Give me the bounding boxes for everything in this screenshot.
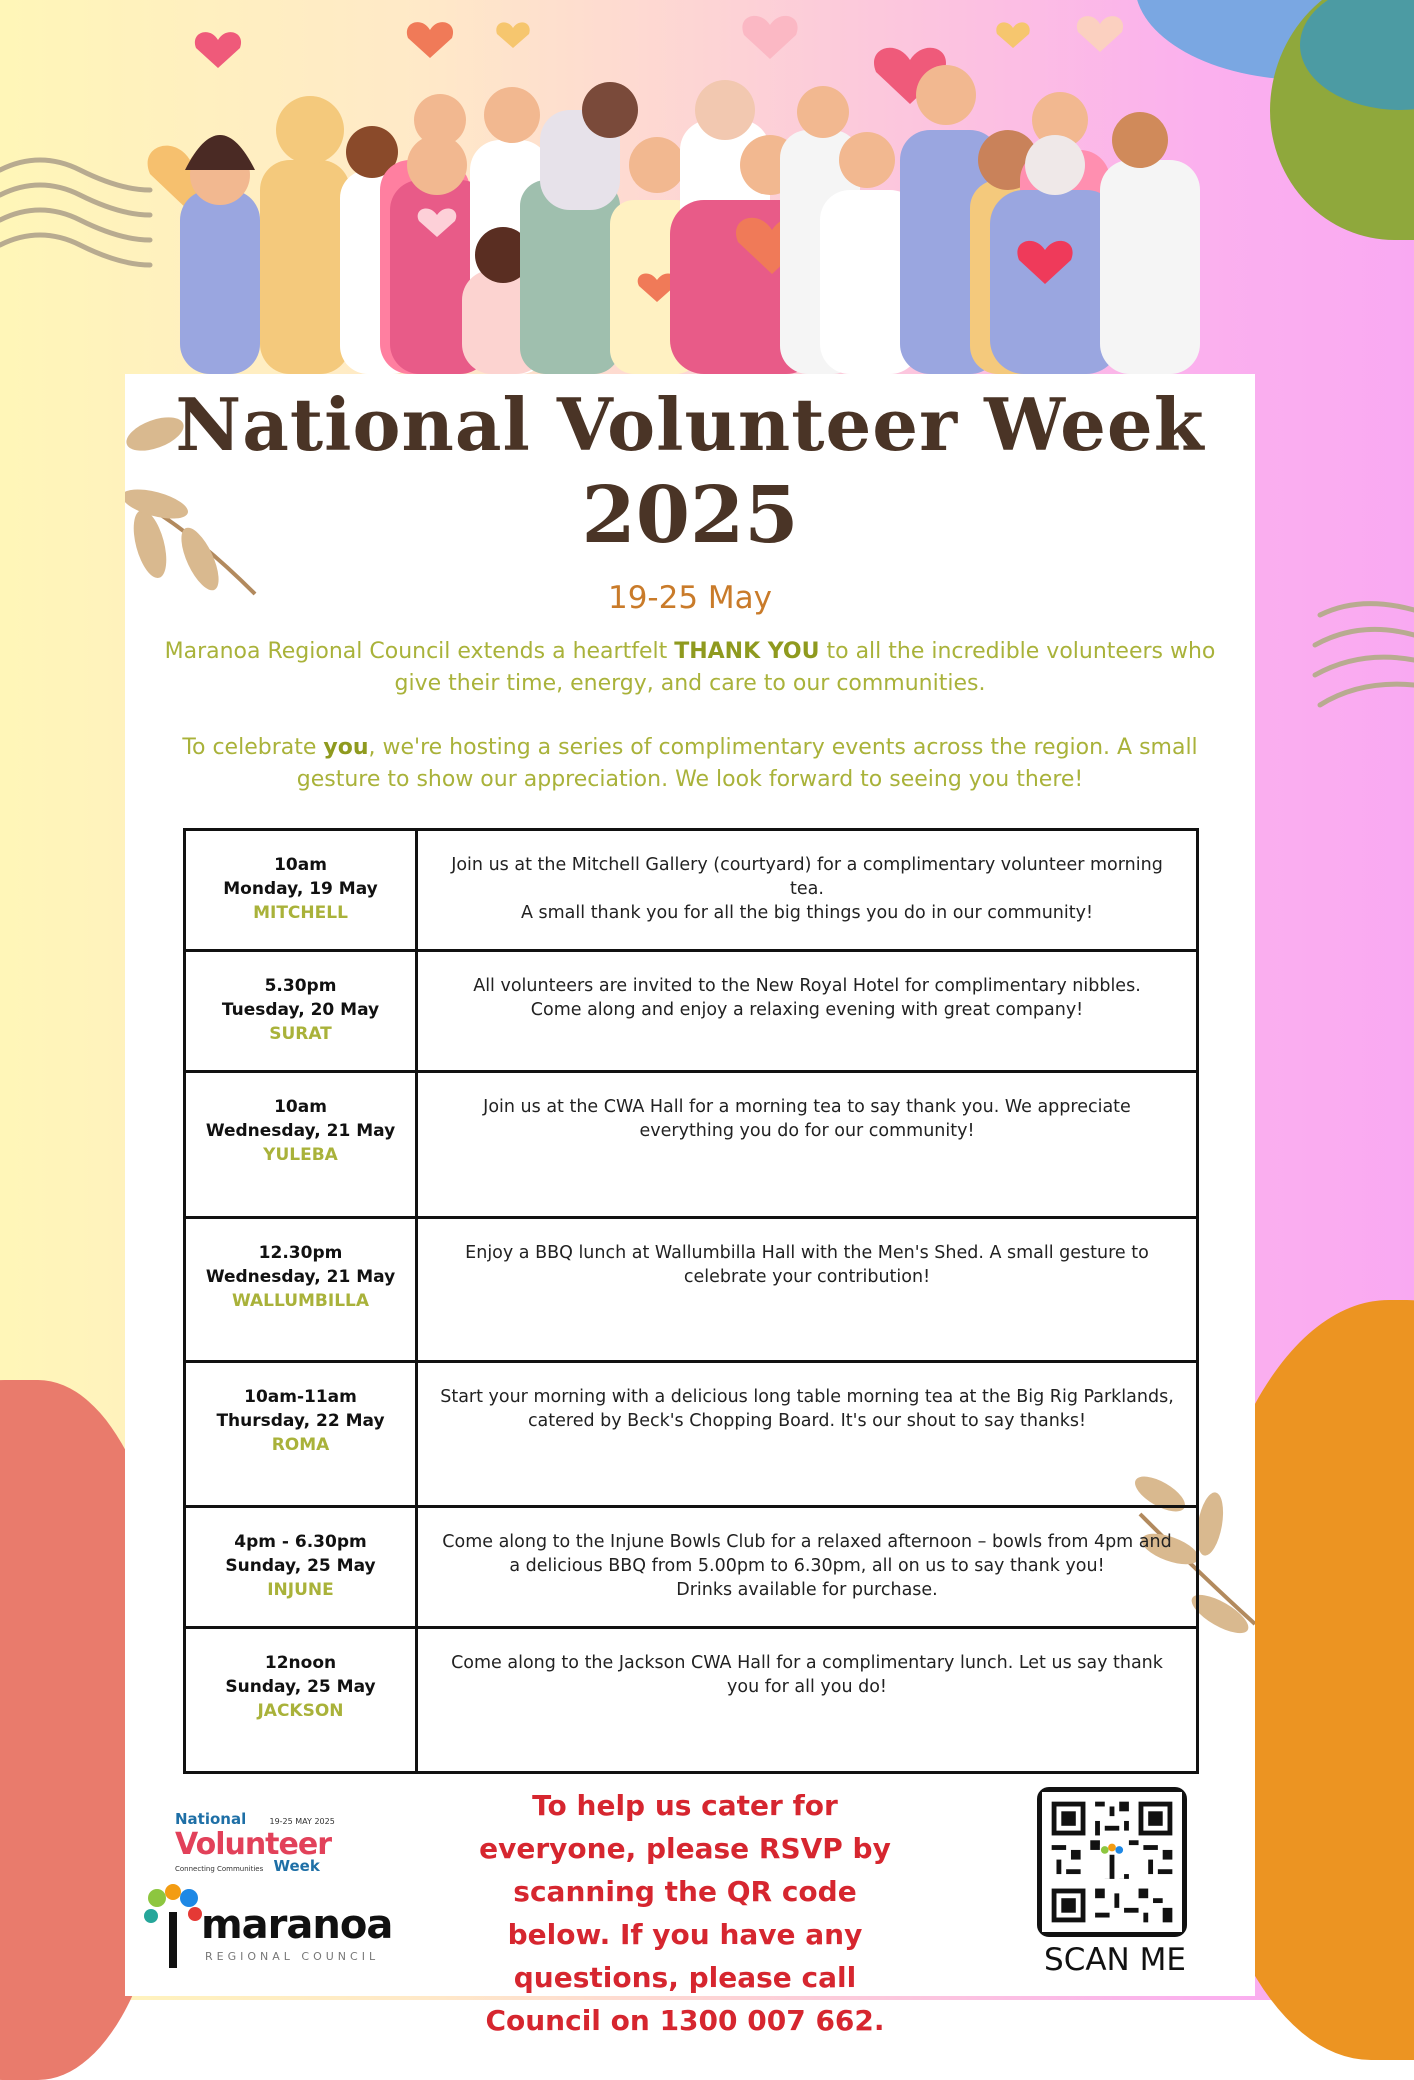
national-volunteer-week-logo: National 19-25 MAY 2025 Volunteer Connecting Communities Week (175, 1810, 335, 1875)
event-day: Tuesday, 20 May (221, 1000, 380, 1020)
intro-paragraph-thanks: Maranoa Regional Council extends a heartfelt THANK YOU to all the incredible volunteers who give their time, energy, and care to our communities. (164, 639, 1216, 696)
volunteer-crowd-illustration (140, 0, 1240, 374)
tree-icon (143, 1884, 203, 1969)
event-day: Thursday, 22 May (216, 1411, 385, 1431)
event-day: Wednesday, 21 May (205, 1267, 396, 1287)
table-row (185, 1218, 1198, 1362)
table-row (185, 951, 1198, 1072)
event-when (185, 1628, 417, 1773)
table-row (185, 1628, 1198, 1773)
table-row (185, 1507, 1198, 1628)
event-description: Join us at the CWA Hall for a morning tea to say thank you. We appreciate everything you do for our community! (417, 1072, 1198, 1218)
event-time: 5.30pm (264, 976, 337, 996)
event-location: ROMA (271, 1435, 330, 1455)
event-time: 4pm - 6.30pm (234, 1532, 367, 1552)
qr-code-icon (1042, 1792, 1182, 1932)
event-when (185, 1507, 417, 1628)
event-when (185, 951, 417, 1072)
wavy-lines-left (0, 150, 160, 280)
event-description: Come along to the Injune Bowls Club for a relaxed afternoon – bowls from 4pm and a delicious BBQ from 5.00pm to 6.30pm, all on us to say thank you! Drinks available for purchase. (417, 1507, 1198, 1628)
event-description: Join us at the Mitchell Gallery (courtyard) for a complimentary volunteer morning tea. A small thank you for all the big things you do in our community! (417, 830, 1198, 951)
event-location: SURAT (269, 1024, 332, 1044)
event-location: WALLUMBILLA (231, 1291, 370, 1311)
event-time: 12.30pm (258, 1243, 343, 1263)
event-day: Monday, 19 May (223, 879, 378, 899)
rsvp-message: To help us cater for everyone, please RSVP by scanning the QR code below. If you have any questions, please call Council on 1300 007 662. (479, 1789, 891, 2037)
event-description: Start your morning with a delicious long table morning tea at the Big Rig Parklands, catered by Beck's Chopping Board. It's our shout to say thanks! (417, 1362, 1198, 1507)
page-title: National Volunteer Week (175, 382, 1205, 467)
event-description: All volunteers are invited to the New Royal Hotel for complimentary nibbles. Come along and enjoy a relaxing evening with great company! (417, 951, 1198, 1072)
event-location: YULEBA (263, 1145, 338, 1165)
event-time: 10am-11am (244, 1387, 357, 1407)
maranoa-regional-council-logo: maranoa REGIONAL COUNCIL (143, 1884, 413, 1969)
event-when (185, 1362, 417, 1507)
event-day: Wednesday, 21 May (205, 1121, 396, 1141)
event-time: 10am (274, 1097, 327, 1117)
event-location: JACKSON (257, 1701, 344, 1721)
page-title-year: 2025 (581, 470, 799, 561)
event-when (185, 1072, 417, 1218)
event-day: Sunday, 25 May (225, 1556, 376, 1576)
content-card (125, 374, 1255, 2037)
table-row (185, 1362, 1198, 1507)
event-day: Sunday, 25 May (225, 1677, 376, 1697)
event-description: Enjoy a BBQ lunch at Wallumbilla Hall with the Men's Shed. A small gesture to celebrate your contribution! (417, 1218, 1198, 1362)
event-when (185, 1218, 417, 1362)
table-row (185, 830, 1198, 951)
rsvp-qr-code[interactable] (1037, 1787, 1187, 1937)
event-when (185, 830, 417, 951)
scan-me-label: SCAN ME (1044, 1942, 1186, 1978)
event-location: INJUNE (267, 1580, 334, 1600)
wavy-lines-right (1310, 595, 1414, 725)
event-description: Come along to the Jackson CWA Hall for a complimentary lunch. Let us say thank you for all you do! (417, 1628, 1198, 1773)
event-time: 10am (274, 855, 327, 875)
events-schedule-table (183, 828, 1199, 1774)
table-row (185, 1072, 1198, 1218)
event-time: 12noon (264, 1653, 337, 1673)
event-location: MITCHELL (253, 903, 348, 923)
event-dates: 19-25 May (607, 580, 773, 616)
intro-paragraph-celebrate: To celebrate you, we're hosting a series of complimentary events across the region. A small gesture to show our appreciation. We look forward to seeing you there! (182, 735, 1198, 792)
